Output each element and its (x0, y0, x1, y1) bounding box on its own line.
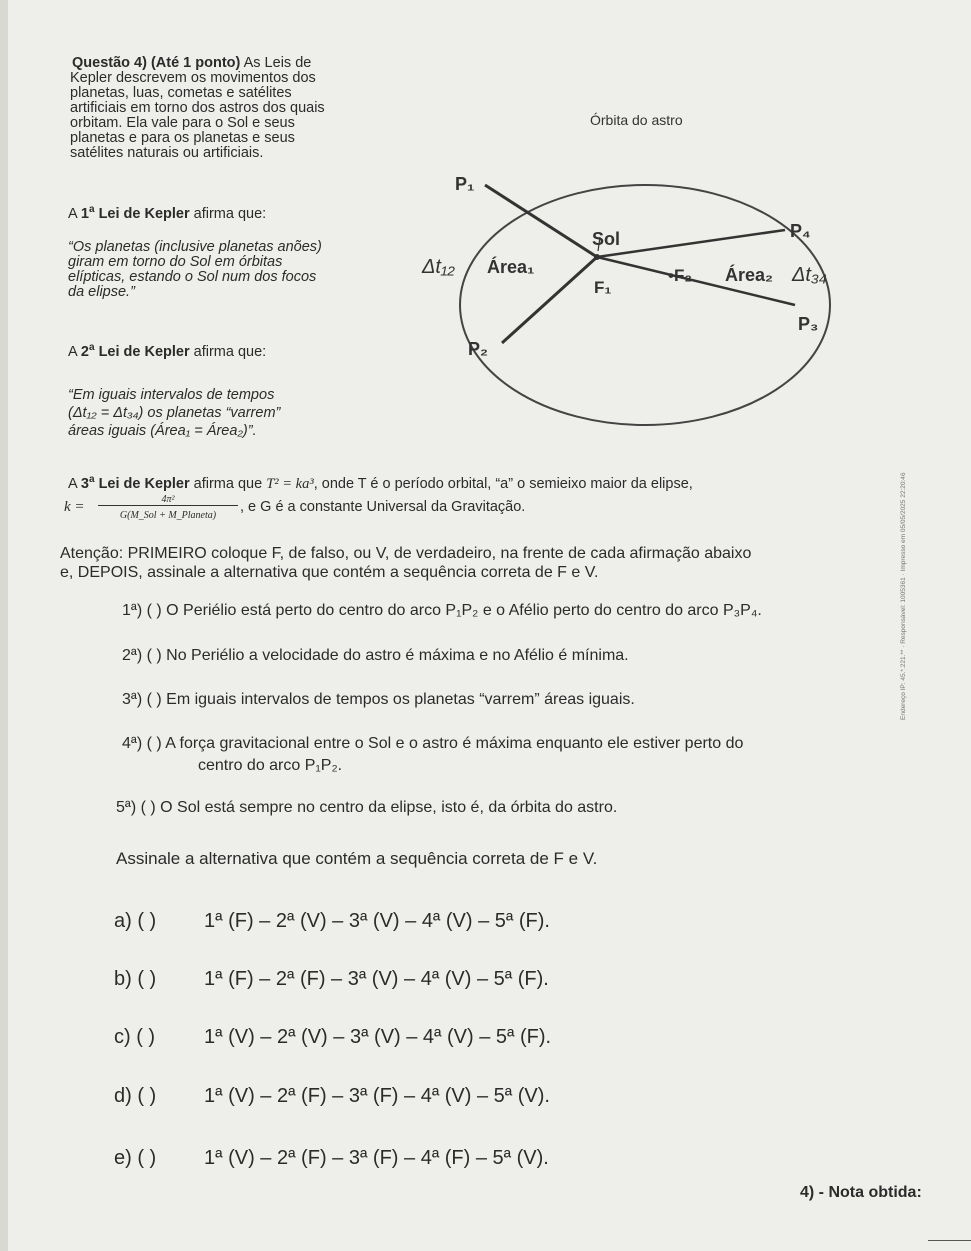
option-b[interactable] (114, 968, 549, 991)
answer-prompt: Assinale a alternativa que contém a sequência correta de F e V. (116, 849, 598, 868)
option-label[interactable]: a) ( ) (114, 910, 157, 932)
line-p1-sun (485, 185, 597, 257)
option-label[interactable]: d) ( ) (114, 1085, 157, 1107)
statement-3 (122, 691, 635, 709)
law2-lead: A (68, 343, 81, 360)
intro-line: satélites naturais ou artificiais. (70, 145, 264, 161)
orbit-ellipse (460, 185, 830, 425)
statement-text: No Periélio a velocidade do astro é máxima e no Afélio é mínima. (166, 647, 629, 664)
option-text: 1ª (F) – 2ª (V) – 3ª (V) – 4ª (V) – 5ª (F). (204, 910, 550, 932)
law1-quote-line: da elipse.” (68, 284, 135, 300)
intro-line: Kepler descrevem os movimentos dos (70, 70, 316, 86)
statement-text: A força gravitacional entre o Sol e o astro é máxima enquanto ele estiver perto do (165, 735, 744, 752)
option-e[interactable] (114, 1147, 549, 1170)
question-title: Questão 4) (Até 1 ponto) (72, 55, 241, 71)
law2-quote-line: (Δt₁₂ = Δt₃₄) os planetas “varrem” (68, 405, 281, 421)
statement-5 (116, 799, 617, 817)
label-dt34: Δt₃₄ (792, 264, 827, 286)
law3-sup: a (88, 474, 95, 485)
label-f2: •F₂ (668, 266, 692, 285)
side-print (900, 290, 920, 720)
question-header (72, 56, 311, 71)
statement-text: O Periélio está perto do centro do arco P₁P₂ e o Afélio perto do centro do arco P₃P₄. (166, 602, 762, 619)
statement-num: 1ª) ( ) (122, 602, 162, 619)
statement-text: Em iguais intervalos de tempos os planetas “varrem” áreas iguais. (166, 691, 635, 708)
intro-line: artificiais em torno dos astros dos quais (70, 100, 325, 116)
law1-quote-line: giram em torno do Sol em órbitas (68, 254, 283, 270)
option-text: 1ª (V) – 2ª (V) – 3ª (V) – 4ª (V) – 5ª (F). (204, 1026, 552, 1048)
law1-quote-line: elípticas, estando o Sol num dos focos (68, 269, 317, 285)
diagram-title: Órbita do astro (590, 112, 683, 128)
law1-quote-line: “Os planetas (inclusive planetas anões) (68, 239, 322, 255)
label-dt12: Δt₁₂ (422, 256, 455, 278)
k-lhs: k = (64, 499, 85, 515)
option-d[interactable] (114, 1085, 550, 1108)
law3-lead: A (68, 475, 81, 492)
law1-name: Lei de Kepler (94, 205, 190, 222)
statement-text: O Sol está sempre no centro da elipse, isto é, da órbita do astro. (160, 799, 618, 816)
label-area2: Área₂ (725, 265, 774, 285)
law2-name: Lei de Kepler (94, 343, 190, 360)
option-label[interactable]: e) ( ) (114, 1147, 157, 1169)
label-sun: Sol (592, 229, 621, 249)
label-p4: P₄ (790, 221, 811, 241)
attention-line: Atenção: PRIMEIRO coloque F, de falso, ou V, de verdadeiro, na frente de cada afirmação abaixo (60, 545, 752, 562)
k-fraction-bar (98, 505, 238, 506)
law2-num: 2 (80, 343, 89, 360)
law1-lead: A (68, 205, 81, 222)
intro-line: planetas, luas, cometas e satélites (70, 85, 292, 101)
law2-heading (68, 340, 266, 360)
law1-rest: afirma que: (189, 205, 267, 222)
line-sun-p4 (597, 230, 785, 257)
law1-num: 1 (80, 205, 89, 222)
statement-4-cont: centro do arco P₁P₂. (198, 757, 343, 774)
intro-line: orbitam. Ela vale para o Sol e seus (70, 115, 295, 131)
statement-num: 2ª) ( ) (122, 647, 162, 664)
law2-rest: afirma que: (189, 343, 267, 360)
attention-line: e, DEPOIS, assinale a alternativa que contém a sequência correta de F e V. (60, 564, 599, 581)
grade-label: 4) - Nota obtida: (800, 1184, 922, 1201)
law3-pre: afirma que (189, 475, 267, 492)
label-p2: P₂ (468, 339, 489, 359)
option-text: 1ª (V) – 2ª (F) – 3ª (F) – 4ª (F) – 5ª (V). (204, 1147, 549, 1169)
label-p3: P₃ (798, 314, 819, 334)
statement-1 (122, 602, 762, 620)
statement-4 (122, 735, 743, 753)
law2-quote-line: áreas iguais (Área₁ = Área₂)”. (68, 423, 257, 439)
k-numerator: 4π² (161, 494, 175, 505)
law2-sup: a (88, 342, 95, 353)
statement-num: 4ª) ( ) (122, 735, 162, 752)
option-label[interactable]: c) ( ) (114, 1026, 156, 1048)
sun-point (594, 254, 600, 260)
intro-line: planetas e para os planetas e seus (70, 130, 295, 146)
orbit-diagram (400, 105, 880, 435)
k-rest: , e G é a constante Universal da Gravitação. (240, 499, 526, 515)
law3-post: , onde T é o período orbital, “a” o semieixo maior da elipse, (313, 475, 693, 492)
statement-2 (122, 647, 629, 665)
label-area1: Área₁ (487, 257, 535, 277)
statement-num: 3ª) ( ) (122, 691, 162, 708)
k-denominator: G(M_Sol + M_Planeta) (119, 510, 217, 521)
law3-name: Lei de Kepler (94, 475, 190, 492)
option-a[interactable] (114, 910, 550, 933)
side-print-text: Endereço IP: 45.*.221.** · Responsável: 1005361 · Impresso em 05/05/2025 22:20:46 (900, 472, 907, 720)
label-p1: P₁ (455, 174, 475, 194)
label-f1: F₁ (594, 278, 612, 297)
law1-heading (68, 202, 266, 222)
option-text: 1ª (F) – 2ª (F) – 3ª (V) – 4ª (V) – 5ª (F). (204, 968, 549, 990)
option-text: 1ª (V) – 2ª (F) – 3ª (F) – 4ª (V) – 5ª (V). (204, 1085, 550, 1107)
option-label[interactable]: b) ( ) (114, 968, 157, 990)
law1-sup: a (88, 204, 95, 215)
law3-formula: T² = ka³ (266, 475, 314, 492)
statement-num: 5ª) ( ) (116, 799, 156, 816)
law3-num: 3 (80, 475, 89, 492)
grade-line (928, 1240, 971, 1241)
law3-line (68, 472, 693, 492)
law2-quote-line: “Em iguais intervalos de tempos (68, 387, 275, 403)
option-c[interactable] (114, 1026, 551, 1049)
question-title-rest: As Leis de (243, 55, 312, 71)
